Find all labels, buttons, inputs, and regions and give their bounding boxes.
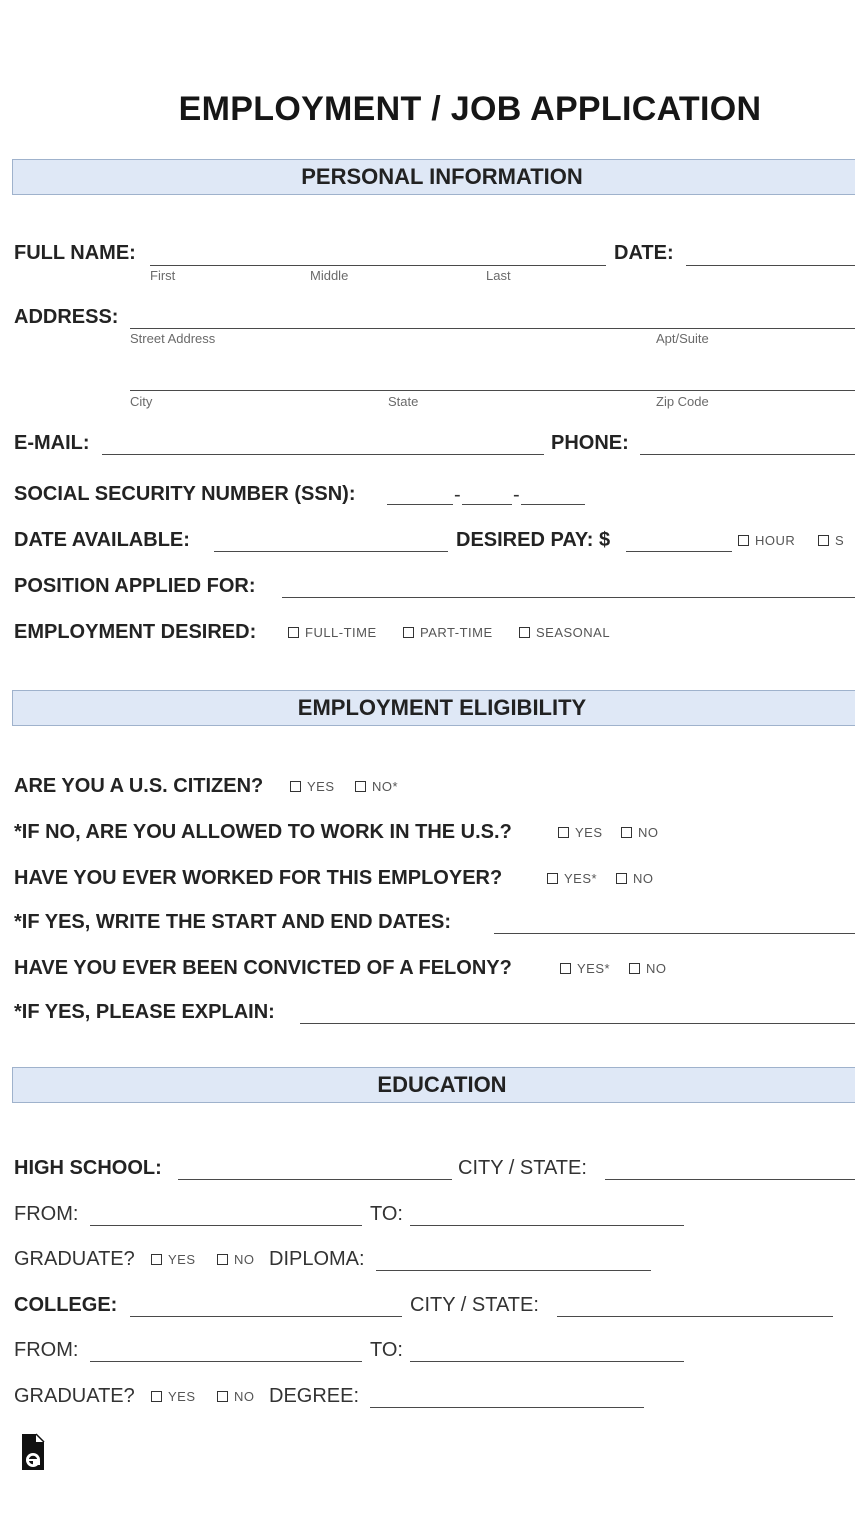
first-sublabel: First bbox=[150, 268, 176, 283]
middle-sublabel: Middle bbox=[310, 268, 349, 283]
work-authorized-no-option[interactable] bbox=[621, 825, 659, 840]
salary-option[interactable] bbox=[818, 533, 844, 548]
street-address-field[interactable] bbox=[130, 328, 855, 329]
desired-pay-field[interactable] bbox=[626, 551, 732, 552]
work-authorized-no-label: NO bbox=[638, 825, 659, 840]
document-e-icon bbox=[20, 1432, 46, 1472]
email-field[interactable] bbox=[102, 454, 544, 455]
email-label: E-MAIL: bbox=[14, 432, 90, 454]
date-label: DATE: bbox=[614, 242, 674, 264]
full-time-checkbox[interactable] bbox=[288, 627, 299, 638]
high-school-graduate-yes-label: YES bbox=[168, 1252, 196, 1267]
phone-field[interactable] bbox=[640, 454, 855, 455]
full-time-label: FULL-TIME bbox=[305, 625, 377, 640]
employment-desired-label: EMPLOYMENT DESIRED: bbox=[14, 621, 257, 643]
worked-before-yes-option[interactable] bbox=[547, 871, 597, 886]
citizen-yes-label: YES bbox=[307, 779, 335, 794]
city-state-zip-field[interactable] bbox=[130, 390, 855, 391]
college-from-field[interactable] bbox=[90, 1361, 362, 1362]
high-school-from-label: FROM: bbox=[14, 1203, 79, 1225]
college-to-label: TO: bbox=[370, 1339, 403, 1361]
high-school-graduate-no-option[interactable] bbox=[217, 1252, 255, 1267]
citizen-no-checkbox[interactable] bbox=[355, 781, 366, 792]
high-school-label: HIGH SCHOOL: bbox=[14, 1157, 162, 1179]
college-graduate-no-checkbox[interactable] bbox=[217, 1391, 228, 1402]
work-authorized-question: *IF NO, ARE YOU ALLOWED TO WORK IN THE U.S.? bbox=[14, 821, 512, 843]
worked-before-yes-label: YES* bbox=[564, 871, 598, 886]
zip-sublabel: Zip Code bbox=[656, 394, 709, 409]
worked-before-no-checkbox[interactable] bbox=[616, 873, 627, 884]
citizen-no-option[interactable] bbox=[355, 779, 398, 794]
work-authorized-yes-label: YES bbox=[575, 825, 603, 840]
section-header-education: EDUCATION bbox=[12, 1067, 855, 1103]
college-graduate-yes-checkbox[interactable] bbox=[151, 1391, 162, 1402]
felony-yes-checkbox[interactable] bbox=[560, 963, 571, 974]
diploma-field[interactable] bbox=[376, 1270, 651, 1271]
position-label: POSITION APPLIED FOR: bbox=[14, 575, 256, 597]
high-school-graduate-no-checkbox[interactable] bbox=[217, 1254, 228, 1265]
salary-option-label: S bbox=[835, 533, 845, 548]
felony-question: HAVE YOU EVER BEEN CONVICTED OF A FELONY? bbox=[14, 957, 512, 979]
high-school-graduate-yes-option[interactable] bbox=[151, 1252, 196, 1267]
start-end-dates-field[interactable] bbox=[494, 933, 855, 934]
hour-option[interactable] bbox=[738, 533, 795, 548]
high-school-field[interactable] bbox=[178, 1179, 452, 1180]
work-authorized-yes-option[interactable] bbox=[558, 825, 603, 840]
ssn-dash-2: - bbox=[513, 484, 520, 506]
high-school-from-field[interactable] bbox=[90, 1225, 362, 1226]
full-name-field[interactable] bbox=[150, 265, 606, 266]
college-field[interactable] bbox=[130, 1316, 402, 1317]
part-time-option[interactable] bbox=[403, 625, 493, 640]
work-authorized-no-checkbox[interactable] bbox=[621, 827, 632, 838]
ssn-field-3[interactable] bbox=[521, 504, 585, 505]
hour-option-label: HOUR bbox=[755, 533, 796, 548]
citizen-yes-checkbox[interactable] bbox=[290, 781, 301, 792]
college-graduate-yes-label: YES bbox=[168, 1389, 196, 1404]
full-time-option[interactable] bbox=[288, 625, 377, 640]
address-label: ADDRESS: bbox=[14, 306, 119, 328]
college-graduate-label: GRADUATE? bbox=[14, 1385, 135, 1407]
felony-explain-field[interactable] bbox=[300, 1023, 855, 1024]
last-sublabel: Last bbox=[486, 268, 511, 283]
diploma-label: DIPLOMA: bbox=[269, 1248, 365, 1270]
date-available-field[interactable] bbox=[214, 551, 448, 552]
salary-checkbox[interactable] bbox=[818, 535, 829, 546]
college-label: COLLEGE: bbox=[14, 1294, 118, 1316]
college-city-state-label: CITY / STATE: bbox=[410, 1294, 539, 1316]
ssn-label: SOCIAL SECURITY NUMBER (SSN): bbox=[14, 483, 356, 505]
degree-field[interactable] bbox=[370, 1407, 644, 1408]
page-title: EMPLOYMENT / JOB APPLICATION bbox=[178, 90, 762, 128]
felony-yes-option[interactable] bbox=[560, 961, 610, 976]
ssn-field-1[interactable] bbox=[387, 504, 453, 505]
section-header-eligibility: EMPLOYMENT ELIGIBILITY bbox=[12, 690, 855, 726]
worked-before-no-option[interactable] bbox=[616, 871, 654, 886]
seasonal-option[interactable] bbox=[519, 625, 610, 640]
college-graduate-no-label: NO bbox=[234, 1389, 255, 1404]
apt-sublabel: Apt/Suite bbox=[656, 331, 709, 346]
high-school-graduate-label: GRADUATE? bbox=[14, 1248, 135, 1270]
worked-before-no-label: NO bbox=[633, 871, 654, 886]
start-end-dates-label: *IF YES, WRITE THE START AND END DATES: bbox=[14, 911, 452, 933]
felony-yes-label: YES* bbox=[577, 961, 611, 976]
state-sublabel: State bbox=[388, 394, 419, 409]
felony-no-label: NO bbox=[646, 961, 667, 976]
high-school-to-label: TO: bbox=[370, 1203, 403, 1225]
part-time-label: PART-TIME bbox=[420, 625, 493, 640]
work-authorized-yes-checkbox[interactable] bbox=[558, 827, 569, 838]
worked-before-question: HAVE YOU EVER WORKED FOR THIS EMPLOYER? bbox=[14, 867, 503, 889]
hour-checkbox[interactable] bbox=[738, 535, 749, 546]
felony-explain-label: *IF YES, PLEASE EXPLAIN: bbox=[14, 1001, 275, 1023]
section-header-personal: PERSONAL INFORMATION bbox=[12, 159, 855, 195]
high-school-city-state-label: CITY / STATE: bbox=[458, 1157, 587, 1179]
full-name-label: FULL NAME: bbox=[14, 242, 136, 264]
degree-label: DEGREE: bbox=[269, 1385, 360, 1407]
desired-pay-label: DESIRED PAY: $ bbox=[456, 529, 611, 551]
ssn-field-2[interactable] bbox=[462, 504, 512, 505]
date-available-label: DATE AVAILABLE: bbox=[14, 529, 190, 551]
high-school-graduate-yes-checkbox[interactable] bbox=[151, 1254, 162, 1265]
city-sublabel: City bbox=[130, 394, 153, 409]
citizen-yes-option[interactable] bbox=[290, 779, 335, 794]
felony-no-option[interactable] bbox=[629, 961, 667, 976]
street-sublabel: Street Address bbox=[130, 331, 216, 346]
seasonal-label: SEASONAL bbox=[536, 625, 611, 640]
college-to-field[interactable] bbox=[410, 1361, 684, 1362]
felony-no-checkbox[interactable] bbox=[629, 963, 640, 974]
high-school-graduate-no-label: NO bbox=[234, 1252, 255, 1267]
ssn-dash-1: - bbox=[454, 484, 461, 506]
citizen-no-label: NO* bbox=[372, 779, 399, 794]
college-city-state-field[interactable] bbox=[557, 1316, 833, 1317]
part-time-checkbox[interactable] bbox=[403, 627, 414, 638]
college-graduate-yes-option[interactable] bbox=[151, 1389, 196, 1404]
position-field[interactable] bbox=[282, 597, 855, 598]
date-field[interactable] bbox=[686, 265, 855, 266]
seasonal-checkbox[interactable] bbox=[519, 627, 530, 638]
college-graduate-no-option[interactable] bbox=[217, 1389, 255, 1404]
worked-before-yes-checkbox[interactable] bbox=[547, 873, 558, 884]
citizen-question: ARE YOU A U.S. CITIZEN? bbox=[14, 775, 264, 797]
high-school-city-state-field[interactable] bbox=[605, 1179, 855, 1180]
college-from-label: FROM: bbox=[14, 1339, 79, 1361]
phone-label: PHONE: bbox=[551, 432, 629, 454]
high-school-to-field[interactable] bbox=[410, 1225, 684, 1226]
